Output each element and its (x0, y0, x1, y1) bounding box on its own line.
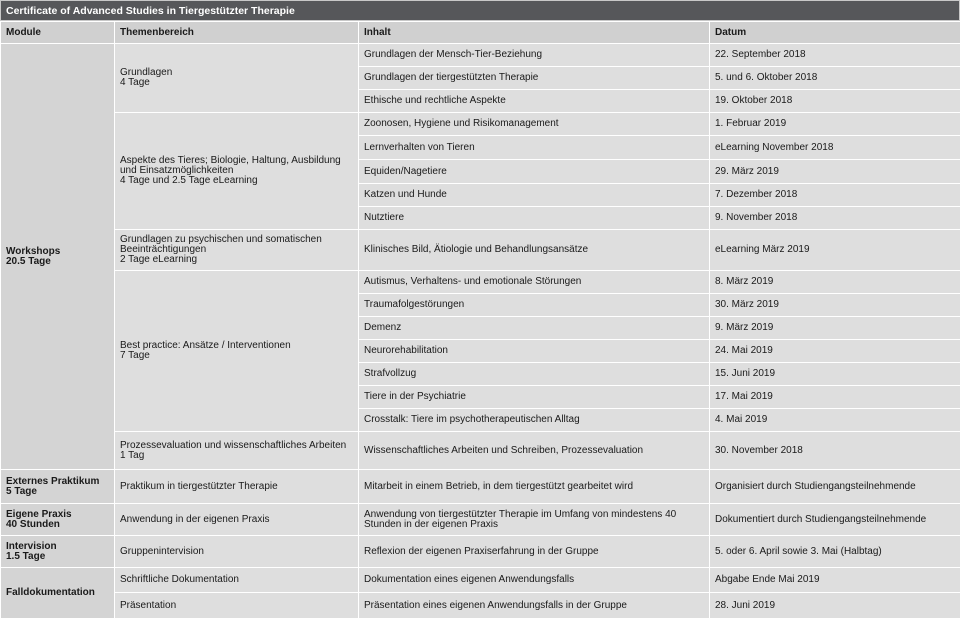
content-cell: Katzen und Hunde (359, 184, 710, 207)
topic-name: Aspekte des Tieres; Biologie, Haltung, Ausbildung und Einsatzmöglichkeiten (120, 155, 341, 176)
module-name: Intervision (6, 540, 57, 552)
content-cell: Neurorehabilitation (359, 340, 710, 363)
header-row (1, 22, 960, 44)
header-module: Module (1, 22, 115, 44)
table-row (1, 271, 960, 294)
topic-duration: 7 Tage (120, 350, 150, 361)
topic-grundlagen (115, 44, 359, 113)
module-name: Externes Praktikum (6, 475, 100, 487)
date-cell: 17. Mai 2019 (710, 386, 960, 409)
date-cell: 15. Juni 2019 (710, 363, 960, 386)
topic-best-practice (115, 271, 359, 432)
topic-duration: 4 Tage und 2.5 Tage eLearning (120, 175, 258, 186)
content-cell: Traumafolgestörungen (359, 294, 710, 317)
content-cell: Klinisches Bild, Ätiologie und Behandlungsansätze (359, 230, 710, 271)
content-cell: Anwendung von tiergestützter Therapie im Umfang von mindestens 40 Stunden in der eigenen Praxis (359, 504, 710, 536)
content-cell: Ethische und rechtliche Aspekte (359, 90, 710, 113)
content-cell: Reflexion der eigenen Praxiserfahrung in der Gruppe (359, 536, 710, 568)
topic-intervision: Gruppenintervision (115, 536, 359, 568)
table-row (1, 432, 960, 470)
topic-praktikum: Praktikum in tiergestützter Therapie (115, 470, 359, 504)
module-falldokumentation: Falldokumentation (1, 568, 115, 619)
table-row (1, 44, 960, 67)
content-cell: Präsentation eines eigenen Anwendungsfalls in der Gruppe (359, 593, 710, 619)
module-duration: 20.5 Tage (6, 255, 51, 267)
date-cell: 9. März 2019 (710, 317, 960, 340)
date-cell: 30. März 2019 (710, 294, 960, 317)
date-cell: 22. September 2018 (710, 44, 960, 67)
date-cell: 9. November 2018 (710, 207, 960, 230)
content-cell: Demenz (359, 317, 710, 340)
topic-name: Prozessevaluation und wissenschaftliches Arbeiten (120, 439, 347, 451)
module-praktikum (1, 470, 115, 504)
header-topic: Themenbereich (115, 22, 359, 44)
topic-name: Grundlagen (120, 67, 173, 78)
content-cell: Zoonosen, Hygiene und Risikomanagement (359, 113, 710, 136)
date-cell: Dokumentiert durch Studiengangsteilnehmende (710, 504, 960, 536)
date-cell: 1. Februar 2019 (710, 113, 960, 136)
module-duration: 1.5 Tage (6, 550, 46, 562)
table-row (1, 470, 960, 504)
module-intervision (1, 536, 115, 568)
date-cell: 4. Mai 2019 (710, 409, 960, 432)
topic-name: Grundlagen zu psychischen und somatischen Beeinträchtigungen (120, 234, 322, 255)
date-cell: 29. März 2019 (710, 160, 960, 184)
module-name: Eigene Praxis (6, 508, 72, 520)
module-workshops (1, 44, 115, 470)
topic-psych (115, 230, 359, 271)
topic-praesentation: Präsentation (115, 593, 359, 619)
date-cell: 5. und 6. Oktober 2018 (710, 67, 960, 90)
date-cell: 30. November 2018 (710, 432, 960, 470)
content-cell: Crosstalk: Tiere im psychotherapeutischen Alltag (359, 409, 710, 432)
content-cell: Autismus, Verhaltens- und emotionale Störungen (359, 271, 710, 294)
content-cell: Tiere in der Psychiatrie (359, 386, 710, 409)
table-row (1, 536, 960, 568)
content-cell: Strafvollzug (359, 363, 710, 386)
date-cell: 5. oder 6. April sowie 3. Mai (Halbtag) (710, 536, 960, 568)
topic-schriftlich: Schriftliche Dokumentation (115, 568, 359, 593)
content-cell: Grundlagen der Mensch-Tier-Beziehung (359, 44, 710, 67)
table-row (1, 568, 960, 593)
topic-prozess (115, 432, 359, 470)
table-row (1, 113, 960, 136)
header-date: Datum (710, 22, 960, 44)
date-cell: eLearning März 2019 (710, 230, 960, 271)
date-cell: eLearning November 2018 (710, 136, 960, 160)
content-cell: Equiden/Nagetiere (359, 160, 710, 184)
table-row (1, 230, 960, 271)
topic-praxis: Anwendung in der eigenen Praxis (115, 504, 359, 536)
content-cell: Nutztiere (359, 207, 710, 230)
date-cell: 24. Mai 2019 (710, 340, 960, 363)
content-cell: Lernverhalten von Tieren (359, 136, 710, 160)
topic-name: Best practice: Ansätze / Interventionen (120, 340, 291, 351)
date-cell: 28. Juni 2019 (710, 593, 960, 619)
module-duration: 40 Stunden (6, 518, 60, 530)
date-cell: Organisiert durch Studiengangsteilnehmende (710, 470, 960, 504)
table-row (1, 504, 960, 536)
date-cell: Abgabe Ende Mai 2019 (710, 568, 960, 593)
topic-tier (115, 113, 359, 230)
date-cell: 8. März 2019 (710, 271, 960, 294)
header-content: Inhalt (359, 22, 710, 44)
content-cell: Mitarbeit in einem Betrieb, in dem tiergestützt gearbeitet wird (359, 470, 710, 504)
topic-duration: 4 Tage (120, 77, 150, 88)
content-cell: Wissenschaftliches Arbeiten und Schreiben, Prozessevaluation (359, 432, 710, 470)
content-cell: Dokumentation eines eigenen Anwendungsfalls (359, 568, 710, 593)
module-praxis (1, 504, 115, 536)
table-row (1, 593, 960, 619)
page-title: Certificate of Advanced Studies in Tiergestützter Therapie (0, 0, 960, 21)
content-cell: Grundlagen der tiergestützten Therapie (359, 67, 710, 90)
curriculum-table (0, 21, 960, 619)
module-name: Workshops (6, 245, 61, 257)
date-cell: 7. Dezember 2018 (710, 184, 960, 207)
date-cell: 19. Oktober 2018 (710, 90, 960, 113)
module-duration: 5 Tage (6, 485, 37, 497)
topic-duration: 2 Tage eLearning (120, 254, 198, 265)
topic-duration: 1 Tag (120, 449, 145, 461)
